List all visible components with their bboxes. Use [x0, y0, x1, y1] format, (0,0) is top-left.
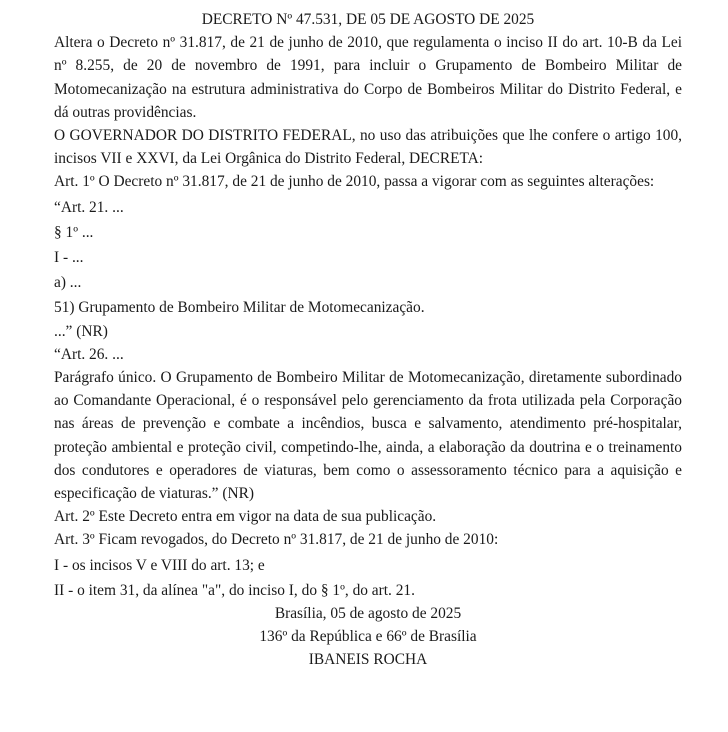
nr-marker-1: ...” (NR) — [54, 322, 108, 340]
article-21-head: “Art. 21. ... — [54, 198, 124, 216]
years-line: 136º da República e 66º de Brasília — [259, 628, 477, 646]
decree-title: DECRETO Nº 47.531, DE 05 DE AGOSTO DE 2025 — [201, 11, 535, 28]
inciso-1: I - ... — [54, 249, 84, 267]
item-51: 51) Grupamento de Bombeiro Militar de Motomecanização. — [54, 299, 425, 317]
decree-preamble: O GOVERNADOR DO DISTRITO FEDERAL, no uso das atribuições que lhe confere o artigo 100, incisos VII e XXVI, da Lei Orgânica do Distrito Federal, DECRETA: — [54, 127, 682, 168]
paragraph-1: § 1º ... — [54, 223, 94, 241]
decree-ementa: Altera o Decreto nº 31.817, de 21 de junho de 2010, que regulamenta o inciso II do art. 10-B da Lei nº 8.255, de 20 de novembro de 1991, para incluir o Grupamento de Bombeiro Militar de Motomecanização na estrutura administrativa do Corpo de Bombeiros Militar do Distrito Federal, e dá outras providências. — [54, 34, 682, 121]
article-3-inciso-1: I - os incisos V e VIII do art. 13; e — [54, 556, 265, 574]
article-3: Art. 3º Ficam revogados, do Decreto nº 31.817, de 21 de junho de 2010: — [54, 531, 499, 549]
article-3-inciso-2: II - o item 31, da alínea "a", do inciso I, do § 1º, do art. 21. — [54, 581, 415, 599]
alinea-a: a) ... — [54, 274, 82, 292]
article-2: Art. 2º Este Decreto entra em vigor na data de sua publicação. — [54, 508, 437, 526]
article-26-head: “Art. 26. ... — [54, 345, 124, 363]
place-date: Brasília, 05 de agosto de 2025 — [274, 605, 462, 623]
decree-document — [54, 8, 682, 672]
paragrafo-unico: Parágrafo único. O Grupamento de Bombeiro Militar de Motomecanização, diretamente subordinado ao Comandante Operacional, é o responsável pelo gerenciamento da frota utilizada pela Corporação nas áreas de prevenção e combate a incêndios, busca e salvamento, atendimento pré-hospitalar, proteção ambiental e proteção civil, competindo-lhe, ainda, a elaboração da doutrina e o treinamento dos condutores e operadores de viaturas, bem como o assessoramento técnico para a aquisição e especificação de viaturas.” (NR) — [54, 369, 682, 503]
signature: IBANEIS ROCHA — [308, 651, 428, 669]
article-1: Art. 1º O Decreto nº 31.817, de 21 de junho de 2010, passa a vigorar com as seguintes alterações: — [54, 173, 655, 191]
